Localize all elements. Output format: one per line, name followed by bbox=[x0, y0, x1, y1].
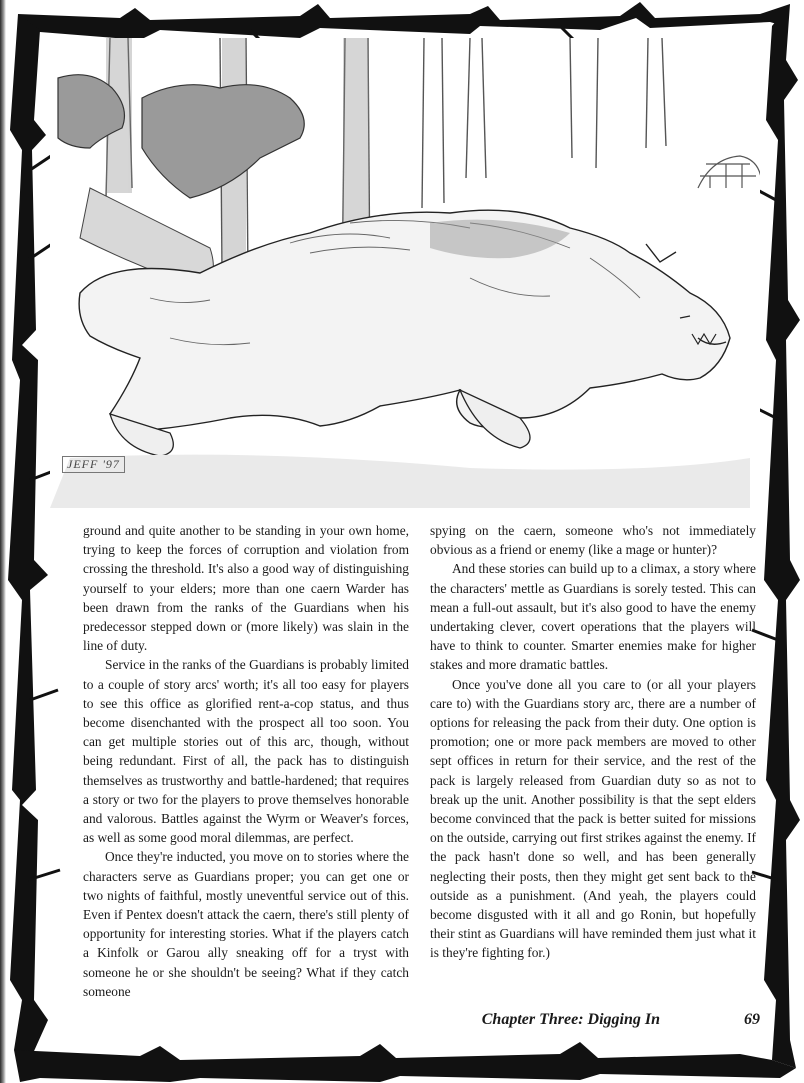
body-paragraph: Service in the ranks of the Guardians is probably limited to a couple of story arcs' worth; it's all too easy for players to see this office as glorified rent-a-cop status, and thus become disenchanted with the prospect all too soon. You can get multiple stories out of this arc, though, without being redundant. First of all, the pack has to distinguish themselves as trustworthy and battle-hardened; that requires a story or two for the players to prove themselves honorable and valorous. Battles against the Wyrm or Weaver's forces, as well as some good moral dilemmas, are perfect. bbox=[83, 657, 409, 846]
body-paragraph: ground and quite another to be standing in your own home, trying to keep the forces of corruption and violation from crossing the threshold. It's also a good way of distinguishing yourself to your elders; more than one caern Warder has been drawn from the ranks of the Guardians when his predecessor stepped down or (more likely) was slain in the line of duty. bbox=[83, 523, 409, 654]
body-paragraph: Once they're inducted, you move on to stories where the characters serve as Guardians proper; you can get one or two nights of faithful, mostly uneventful service out of this. Even if Pentex doesn't attack the caern, there's still plenty of opportunity for interesting stories. What if the players catch a Kinfolk or Garou ally sneaking off for a tryst with someone he or she shouldn't be seeing? What if they catch someone bbox=[83, 849, 409, 999]
right-text-column bbox=[430, 521, 756, 963]
body-paragraph: Once you've done all you care to (or all your players care to) with the Guardians story arc, there are a number of options for releasing the pack from their duty. One option is promotion; one or more pack members are moved to other sept offices in return for their service, and the rest of the pack is largely released from Guardian duty so as not to break up the unit. Another possibility is that the sept elders become convinced that the pack is better suited for missions on the outside, carrying out first strikes against the enemy. If the pack hasn't done so well, and has been generally neglecting their posts, then they might get sent back to the outside as a punishment. (And yeah, the players could become disgusted with it all and go Ronin, but hopefully their stint as Guardians will have reminded them just what it is they're fighting for.) bbox=[430, 676, 756, 961]
body-paragraph: spying on the caern, someone who's not immediately obvious as a friend or enemy (like a mage or hunter)? bbox=[430, 523, 756, 558]
werewolf-pack-illustration bbox=[50, 38, 760, 508]
left-text-column bbox=[83, 521, 409, 1001]
page-number: 69 bbox=[744, 1011, 760, 1028]
body-paragraph: And these stories can build up to a climax, a story where the characters' mettle as Guardians is sorely tested. This can mean a full-out assault, but it's also good to have the enemy undertaking clever, covert operations that the players will have to think to counter. Smarter enemies make for higher stakes and more dramatic battles. bbox=[430, 561, 756, 673]
artist-signature: JEFF '97 bbox=[62, 456, 125, 473]
chapter-title-footer: Chapter Three: Digging In bbox=[481, 1011, 660, 1028]
